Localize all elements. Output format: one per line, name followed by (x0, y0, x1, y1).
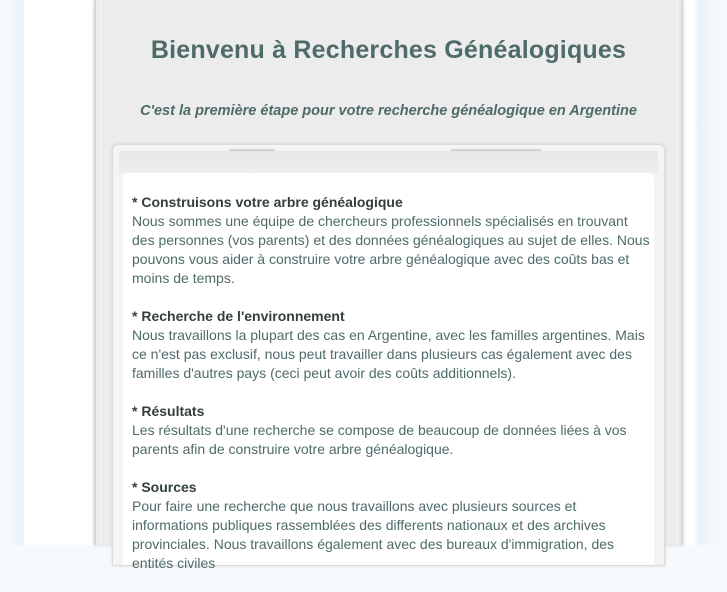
content-box-header (119, 151, 658, 173)
content-area (123, 173, 654, 571)
section-title: * Résultats (132, 403, 205, 419)
header-decoration (451, 149, 541, 151)
section-sources (132, 478, 652, 573)
section-title: * Recherche de l'environnement (132, 308, 345, 324)
section-title: * Sources (132, 479, 197, 495)
section-results (132, 402, 652, 459)
page-subtitle: C'est la première étape pour votre recherche généalogique en Argentine (140, 103, 637, 119)
section-text: Pour faire une recherche que nous travaillons avec plusieurs sources et informations publiques rassemblées des differents nationaux et des archives provinciales. Nous travaillons également avec des bureaux d'immigration, des entités civiles (132, 498, 615, 571)
page-side-gradient-left (0, 0, 24, 545)
section-text: Nous sommes une équipe de chercheurs professionnels spécialisés en trouvant des personnes (vos parents) et des données généalogiques au sujet de elles. Nous pouvons vous aider à construire votre arbre généalogique avec des coûts bas et moins de temps. (132, 213, 650, 286)
main-panel (94, 0, 683, 571)
content-box (112, 144, 665, 571)
section-text: Nous travaillons la plupart des cas en Argentine, avec les familles argentines. Mais ce n'est pas exclusif, nous peut travailler dans plusieurs cas également avec des familles d'autres pays (ceci peut avoir des coûts additionnels). (132, 327, 645, 381)
header-decoration (229, 149, 275, 151)
section-title: * Construisons votre arbre généalogique (132, 194, 403, 210)
info-sections (132, 193, 652, 592)
section-environment (132, 307, 652, 383)
page-wrapper (24, 0, 695, 571)
page-side-gradient-right (697, 0, 727, 545)
section-family-tree (132, 193, 652, 288)
section-text: Les résultats d'une recherche se compose de beaucoup de données liées à vos parents afin de construire votre arbre généalogique. (132, 422, 627, 457)
page-title: Bienvenu à Recherches Généalogiques (150, 36, 627, 64)
